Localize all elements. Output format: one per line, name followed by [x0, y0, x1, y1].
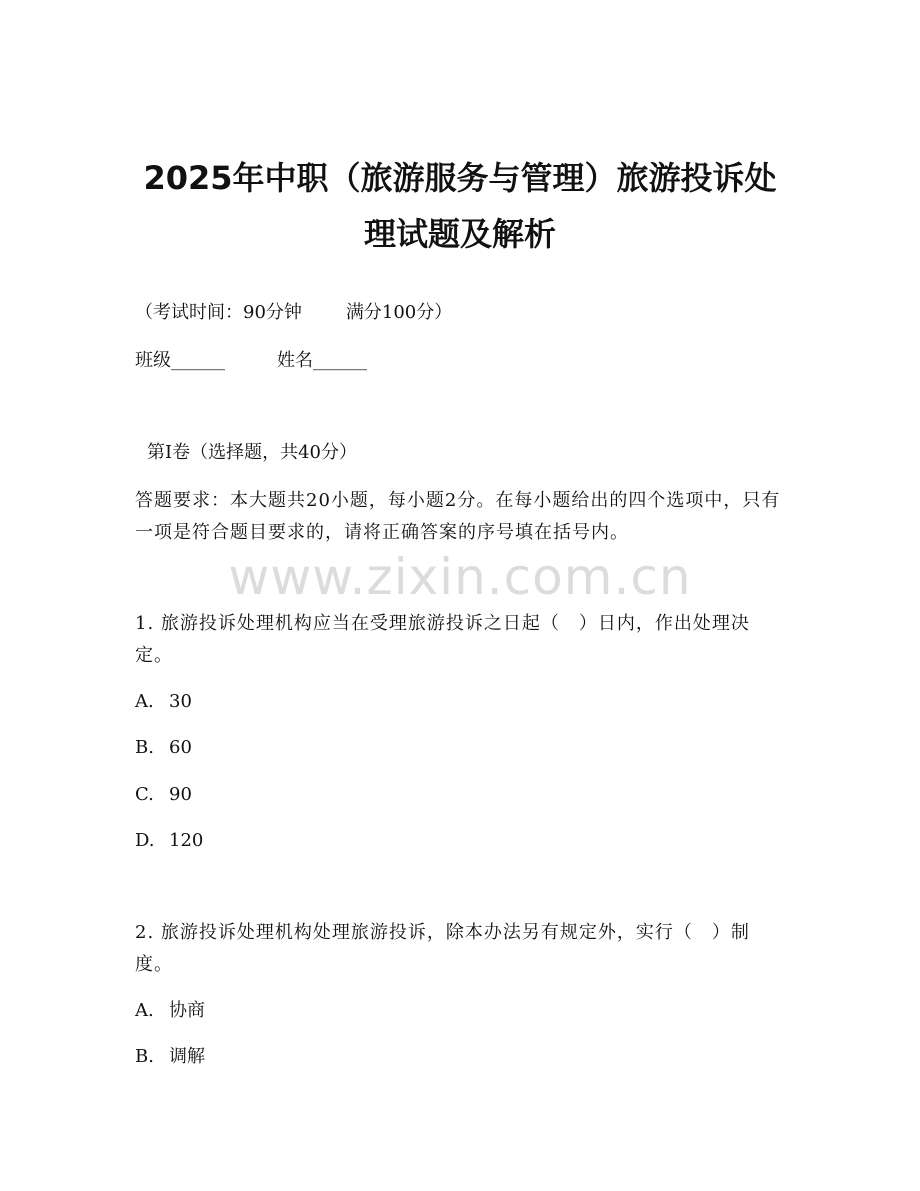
question-2-text: 2. 旅游投诉处理机构处理旅游投诉，除本办法另有规定外，实行（ ）制度。	[135, 922, 750, 975]
name-field: 姓名______	[277, 350, 367, 371]
title-line-1: 2025年中职（旅游服务与管理）旅游投诉处	[143, 159, 777, 197]
question-1-option-d	[135, 825, 203, 857]
option-letter: A.	[135, 691, 154, 712]
question-1-option-c	[135, 779, 192, 811]
question-1-text: 1. 旅游投诉处理机构应当在受理旅游投诉之日起（ ）日内，作出处理决定。	[135, 613, 750, 666]
option-letter: B.	[135, 1046, 154, 1067]
option-text: 120	[169, 830, 204, 851]
student-info	[135, 345, 367, 377]
watermark: www.zixin.com.cn	[228, 548, 692, 606]
class-field: 班级______	[135, 350, 225, 371]
option-text: 协商	[169, 1000, 205, 1021]
question-1-option-a	[135, 686, 192, 718]
option-text: 30	[169, 691, 192, 712]
question-1-option-b	[135, 732, 192, 764]
option-letter: C.	[135, 784, 154, 805]
option-letter: A.	[135, 1000, 154, 1021]
option-letter: B.	[135, 737, 154, 758]
option-letter: D.	[135, 830, 155, 851]
exam-info	[135, 297, 452, 329]
exam-time: （考试时间：90分钟	[135, 302, 302, 323]
instructions: 答题要求：本大题共20小题，每小题2分。在每小题给出的四个选项中，只有一项是符合题目要求的，请将正确答案的序号填在括号内。	[135, 490, 781, 543]
document-title	[0, 150, 920, 262]
option-text: 60	[169, 737, 192, 758]
section-title: 第I卷（选择题，共40分）	[147, 442, 358, 463]
option-text: 90	[169, 784, 192, 805]
title-line-2: 理试题及解析	[363, 215, 556, 253]
option-text: 调解	[169, 1046, 205, 1067]
question-2-option-a	[135, 995, 205, 1027]
exam-score: 满分100分）	[345, 302, 453, 323]
question-2-option-b	[135, 1041, 205, 1073]
